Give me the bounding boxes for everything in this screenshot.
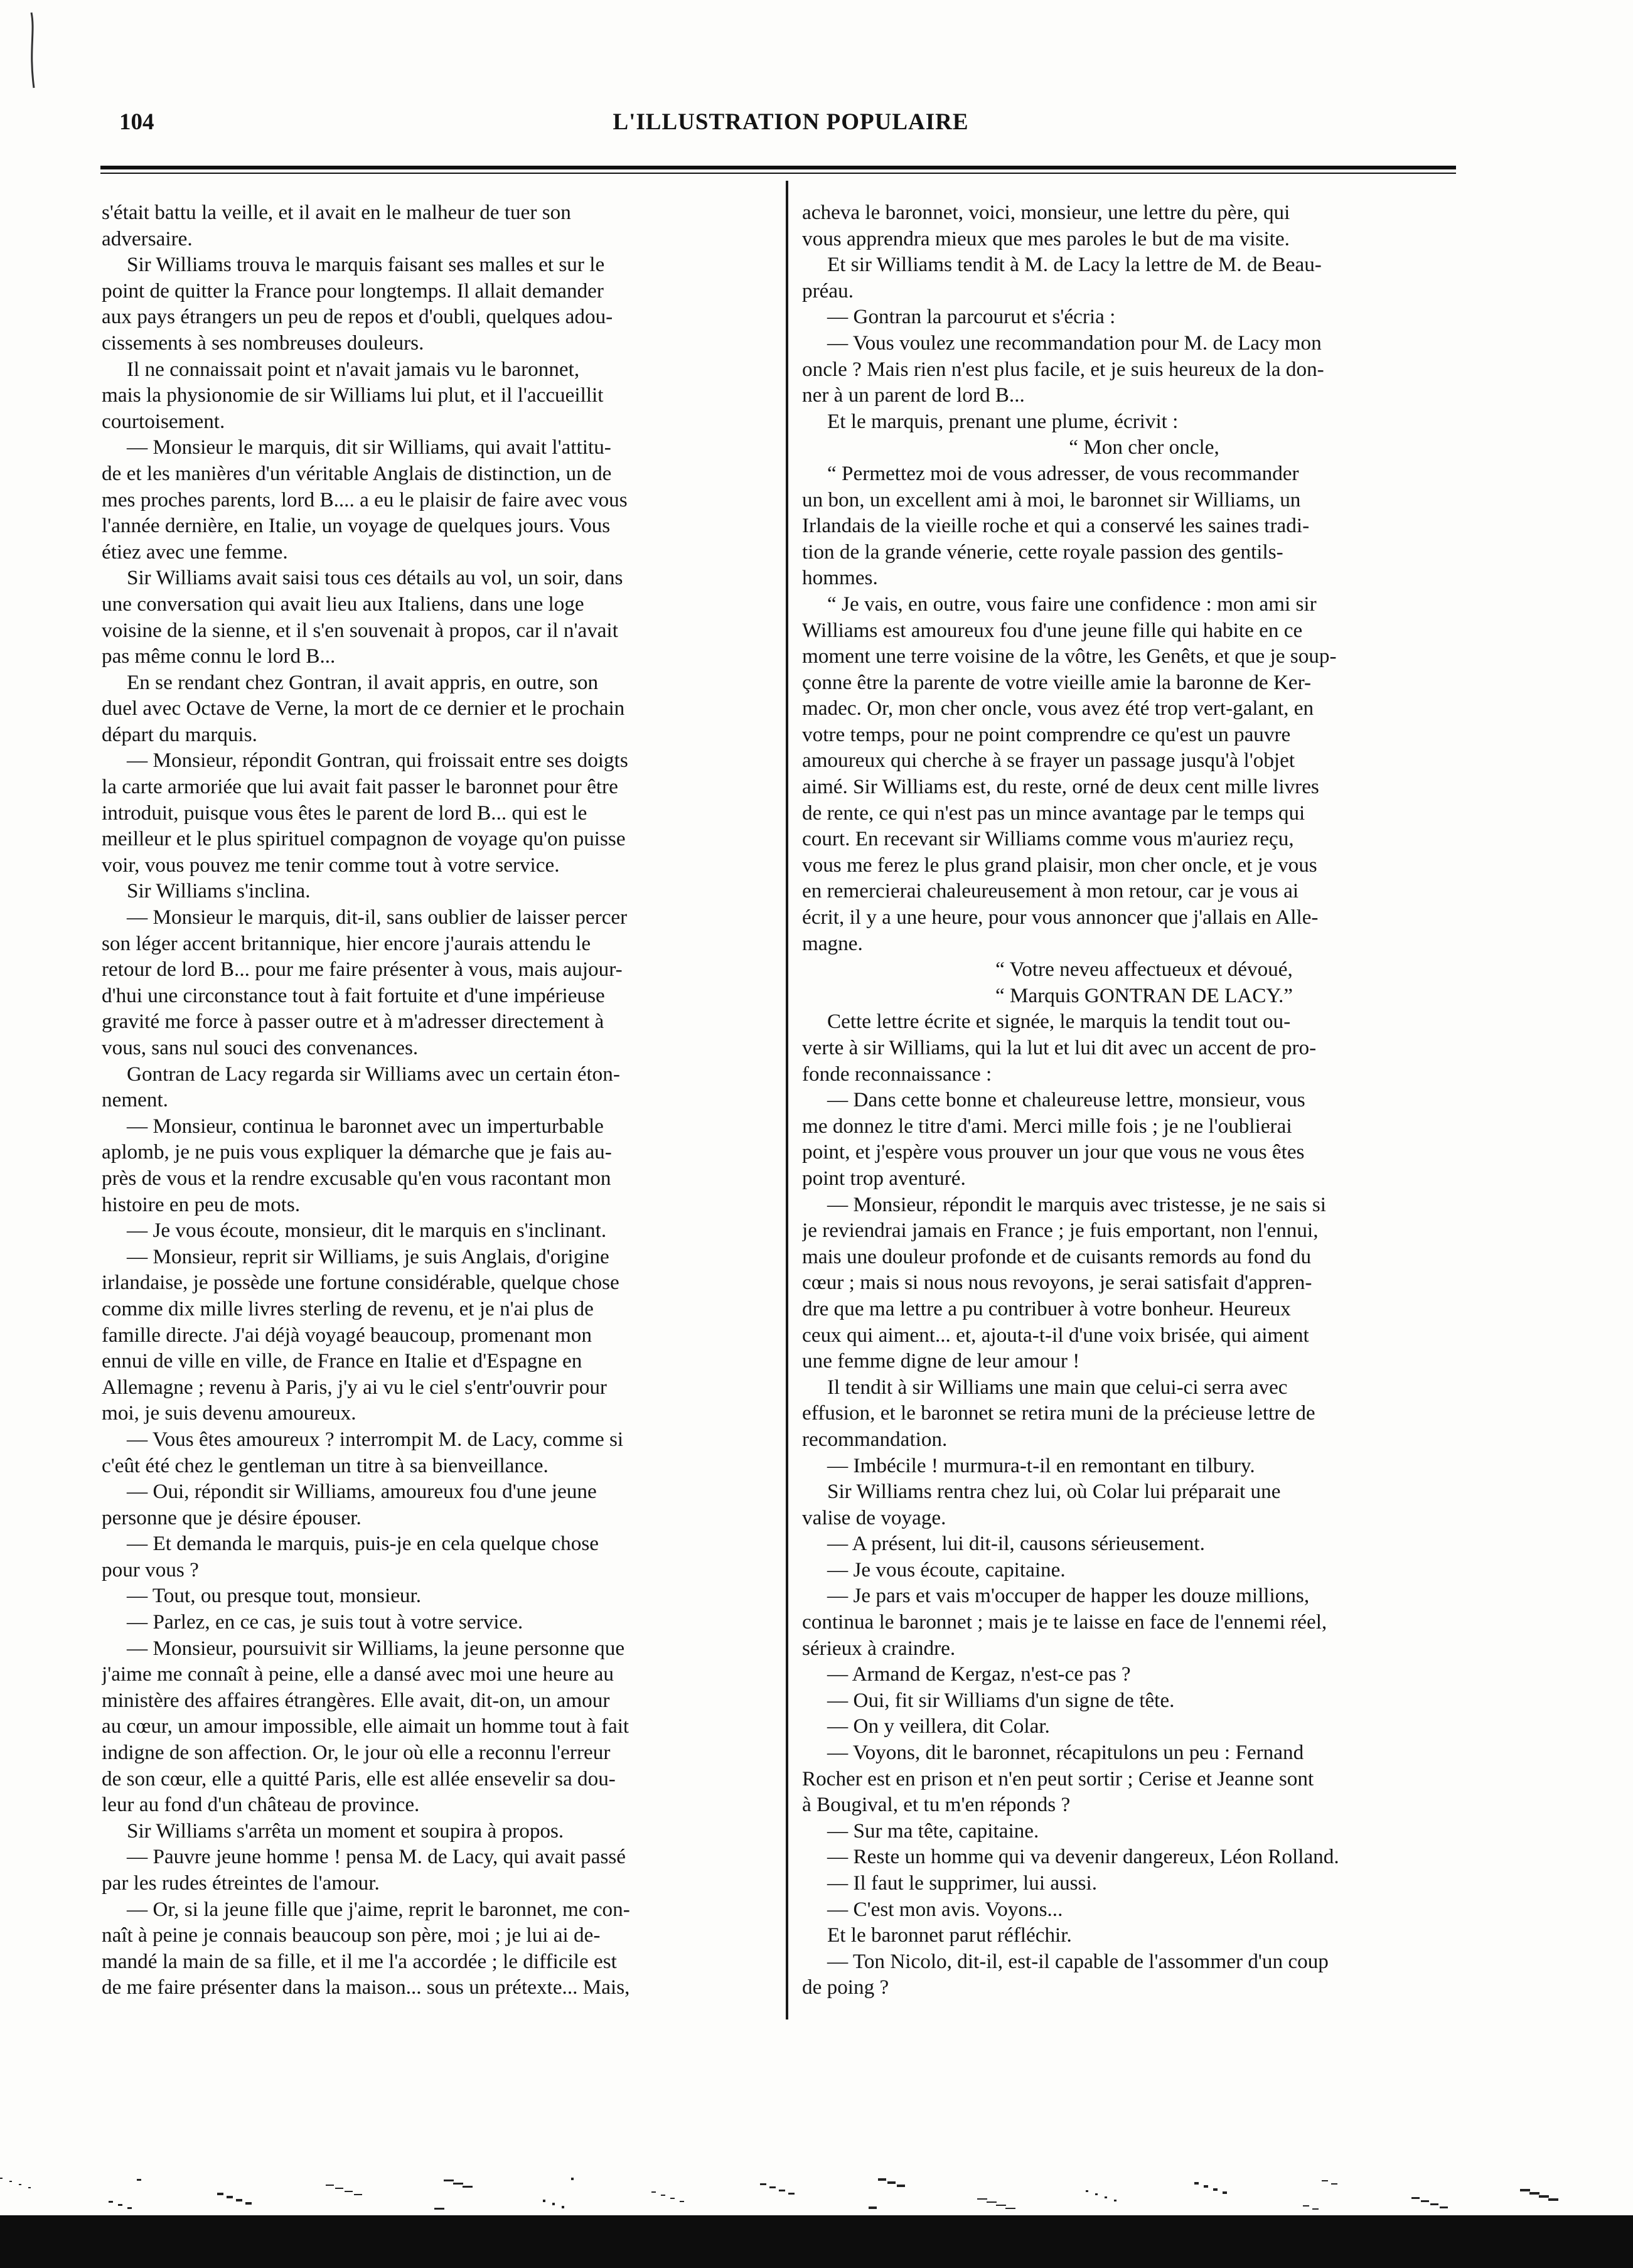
scan-speck (127, 2207, 132, 2209)
text-line: de rente, ce qui n'est pas un mince avantage par le temps qui (802, 801, 1305, 825)
text-line: — Monsieur le marquis, dit sir Williams, qui avait l'attitu- (127, 436, 611, 459)
text-line: préau. (802, 279, 854, 302)
text-line: — Monsieur, reprit sir Williams, je suis Anglais, d'origine (127, 1244, 609, 1268)
scan-speck (9, 2181, 12, 2182)
text-line: près de vous et la rendre excusable qu'en vous racontant mon (102, 1166, 611, 1190)
text-line: valise de voyage. (802, 1506, 946, 1529)
text-line: Et le baronnet parut réfléchir. (827, 1923, 1072, 1947)
text-line: — C'est mon avis. Voyons... (827, 1897, 1063, 1921)
text-line: — Dans cette bonne et chaleureuse lettre, monsieur, vous (827, 1088, 1305, 1112)
text-line: — Voyons, dit le baronnet, récapitulons un peu : Fernand (827, 1741, 1304, 1765)
text-line: Et le marquis, prenant une plume, écrivit : (827, 409, 1179, 433)
scan-speck (1529, 2192, 1539, 2195)
text-line: moi, je suis devenu amoureux. (102, 1401, 356, 1425)
scan-speck (562, 2206, 564, 2208)
text-line: — A présent, lui dit-il, causons sérieusement. (827, 1532, 1205, 1556)
scan-speck (245, 2202, 252, 2205)
text-line: Sir Williams rentra chez lui, où Colar lui préparait une (827, 1480, 1281, 1504)
text-line: une femme digne de leur amour ! (802, 1349, 1080, 1373)
text-line: moment une terre voisine de la vôtre, les Genêts, et que je soup- (802, 645, 1337, 668)
text-line: comme dix mille livres sterling de revenu, et je n'ai plus de (102, 1297, 594, 1320)
page-number: 104 (119, 109, 154, 135)
text-line: aplomb, je ne puis vous expliquer la démarche que je fais au- (102, 1140, 612, 1164)
text-line: un bon, un excellent ami à moi, le baronnet sir Williams, un (802, 488, 1301, 511)
text-line: mais une douleur profonde et de cuisants remords au fond du (802, 1244, 1312, 1268)
scan-speck (1430, 2203, 1438, 2205)
scan-speck (571, 2178, 574, 2180)
text-line: Sir Williams avait saisi tous ces détails au vol, un soir, dans (127, 566, 623, 590)
text-line: Il ne connaissait point et n'avait jamais vu le baronnet, (127, 357, 580, 381)
text-line: j'aime me connaît à peine, elle a dansé avec moi une heure au (102, 1662, 614, 1686)
text-line: recommandation. (802, 1427, 948, 1451)
text-line: tion de la grande vénerie, cette royale passion des gentils- (802, 540, 1283, 564)
text-line: acheva le baronnet, voici, monsieur, une lettre du père, qui (802, 201, 1290, 224)
text-line: ceux qui aiment... et, ajouta-t-il d'une voix brisée, qui aiment (802, 1323, 1309, 1347)
text-line: — Armand de Kergaz, n'est-ce pas ? (827, 1662, 1131, 1686)
left-column (102, 200, 773, 2001)
text-line: son léger accent britannique, hier encore j'aurais attendu le (102, 931, 591, 955)
scan-speck (887, 2181, 896, 2184)
text-line: point trop aventuré. (802, 1166, 966, 1190)
bottom-scan-specks (0, 2178, 1633, 2215)
text-line: l'année dernière, en Italie, un voyage de quelques jours. Vous (102, 514, 611, 538)
text-line: départ du marquis. (102, 722, 257, 746)
text-line: votre temps, pour ne point comprendre ce qu'est un pauvre (802, 722, 1291, 746)
scan-speck (326, 2185, 334, 2186)
text-line: voisine de la sienne, et il s'en souvenait à propos, car il n'avait (102, 618, 618, 642)
text-line: Sir Williams s'inclina. (127, 879, 311, 903)
scan-speck (118, 2204, 122, 2206)
text-line: point de quitter la France pour longtemps. Il allait demander (102, 279, 604, 302)
scan-speck (1223, 2191, 1227, 2194)
text-line: c'eût été chez le gentleman un titre à sa bienveillance. (102, 1453, 549, 1477)
text-line: fonde reconnaissance : (802, 1062, 992, 1086)
scan-speck (987, 2201, 997, 2203)
text-line: “ Votre neveu affectueux et dévoué, (995, 958, 1293, 982)
scan-speck (552, 2203, 555, 2205)
text-line: de et les manières d'un véritable Anglais de distinction, un de (102, 461, 612, 485)
scan-speck (1105, 2196, 1107, 2198)
text-line: vous, sans nul souci des convenances. (102, 1036, 419, 1059)
scan-speck (543, 2200, 545, 2202)
text-line: — Je vous écoute, monsieur, dit le marquis en s'inclinant. (127, 1219, 607, 1243)
text-line: Sir Williams trouva le marquis faisant ses malles et sur le (127, 253, 605, 277)
text-line: Il tendit à sir Williams une main que celui-ci serra avec (827, 1375, 1288, 1399)
text-line: En se rendant chez Gontran, il avait appris, en outre, son (127, 670, 599, 694)
text-line: en remercierai chaleureusement à mon retour, car je vous ai (802, 879, 1299, 903)
text-line: “ Mon cher oncle, (1069, 436, 1219, 459)
scan-speck (19, 2184, 21, 2185)
text-line: ner à un parent de lord B... (802, 383, 1025, 407)
text-line: dre que ma lettre a pu contribuer à votre bonheur. Heureux (802, 1297, 1291, 1320)
scan-speck (760, 2183, 766, 2185)
text-line: — Reste un homme qui va devenir dangereux, Léon Rolland. (827, 1845, 1339, 1869)
text-line: “ Marquis GONTRAN DE LACY.” (995, 983, 1293, 1007)
scan-speck (670, 2198, 675, 2199)
text-line: — Monsieur le marquis, dit-il, sans oublier de laisser percer (127, 906, 628, 929)
text-line: Sir Williams s'arrêta un moment et soupira à propos. (127, 1819, 564, 1843)
scan-speck (236, 2199, 242, 2201)
scan-speck (1095, 2193, 1098, 2195)
column-divider (786, 181, 788, 2019)
text-line: Allemagne ; revenu à Paris, j'y ai vu le ciel s'entr'ouvrir pour (102, 1375, 607, 1399)
header-rule-thin (100, 173, 1456, 174)
scan-speck (1440, 2206, 1448, 2208)
scan-speck (1005, 2208, 1015, 2209)
scan-speck (1086, 2190, 1088, 2192)
text-line: verte à sir Williams, qui la lut et lui dit avec un accent de pro- (802, 1036, 1317, 1059)
text-line: de poing ? (802, 1976, 889, 1999)
text-line: leur au fond d'un château de province. (102, 1793, 420, 1817)
text-line: Et sir Williams tendit à M. de Lacy la lettre de M. de Beau- (827, 253, 1322, 277)
text-line: oncle ? Mais rien n'est plus facile, et je suis heureux de la don- (802, 357, 1324, 381)
text-line: — Parlez, en ce cas, je suis tout à votre service. (127, 1610, 523, 1634)
text-line: — Je pars et vais m'occuper de happer les douze millions, (827, 1584, 1310, 1608)
text-line: au cœur, un amour impossible, elle aimait un homme tout à fait (102, 1714, 629, 1738)
text-line: duel avec Octave de Verne, la mort de ce dernier et le prochain (102, 697, 625, 720)
text-line: — Oui, répondit sir Williams, amoureux fou d'une jeune (127, 1480, 597, 1504)
text-line: “ Je vais, en outre, vous faire une confidence : mon ami sir (827, 592, 1317, 616)
scan-speck (28, 2187, 31, 2188)
text-line: pas même connu le lord B... (102, 645, 336, 668)
text-line: Cette lettre écrite et signée, le marquis la tendit tout ou- (827, 1010, 1291, 1034)
text-line: — Ton Nicolo, dit-il, est-il capable de l'assommer d'un coup (827, 1949, 1329, 1973)
text-line: — Et demanda le marquis, puis-je en cela quelque chose (127, 1532, 599, 1556)
text-line: pour vous ? (102, 1558, 199, 1581)
text-line: “ Permettez moi de vous adresser, de vous recommander (827, 461, 1299, 485)
text-line: — On y veillera, dit Colar. (827, 1714, 1050, 1738)
text-line: point, et j'espère vous prouver un jour que vous ne vous êtes (802, 1140, 1305, 1164)
scan-speck (1303, 2205, 1309, 2206)
text-line: Williams est amoureux fou d'une jeune fille qui habite en ce (802, 618, 1303, 642)
scan-speck (680, 2201, 684, 2202)
scan-speck (996, 2205, 1006, 2206)
text-line: par les rudes étreintes de l'amour. (102, 1871, 380, 1895)
scan-speck (453, 2183, 463, 2185)
scan-speck (434, 2208, 444, 2210)
text-line: Rocher est en prison et n'en peut sortir ; Cerise et Jeanne sont (802, 1767, 1314, 1790)
text-line: Irlandais de la vieille roche et qui a conservé les saines tradi- (802, 514, 1310, 538)
scan-speck (217, 2193, 223, 2195)
text-line: à Bougival, et tu m'en réponds ? (802, 1793, 1071, 1817)
text-line: nement. (102, 1088, 168, 1112)
text-line: naît à peine je connais beaucoup son père, moi ; je lui ai de- (102, 1923, 601, 1947)
scan-speck (869, 2206, 877, 2209)
text-line: je reviendrai jamais en France ; je fuis emportant, non l'ennui, (802, 1219, 1319, 1243)
text-line: me donnez le titre d'ami. Merci mille fois ; je ne l'oublierai (802, 1114, 1292, 1138)
text-line: çonne être la parente de votre vieille amie la baronne de Ker- (802, 670, 1312, 694)
text-line: vous apprendra mieux que mes paroles le but de ma visite. (802, 227, 1290, 250)
text-line: hommes. (802, 566, 878, 590)
text-line: — Tout, ou presque tout, monsieur. (127, 1584, 422, 1608)
text-line: introduit, puisque vous êtes le parent de lord B... qui est le (102, 801, 587, 825)
scan-speck (1539, 2195, 1549, 2198)
text-line: — Imbécile ! murmura-t-il en remontant en tilbury. (827, 1453, 1255, 1477)
text-line: — Monsieur, répondit Gontran, qui froissait entre ses doigts (127, 749, 628, 773)
text-line: — Je vous écoute, capitaine. (827, 1558, 1066, 1581)
scan-speck (345, 2191, 353, 2192)
text-line: mes proches parents, lord B.... a eu le plaisir de faire avec vous (102, 488, 628, 511)
scan-border-bottom (0, 2215, 1633, 2268)
scan-speck (444, 2180, 454, 2181)
scan-speck (878, 2178, 886, 2181)
text-line: — Monsieur, continua le baronnet avec un imperturbable (127, 1114, 604, 1138)
text-line: adversaire. (102, 227, 193, 250)
scan-speck (1114, 2200, 1116, 2201)
right-column (802, 200, 1461, 2001)
scan-speck (1213, 2188, 1218, 2191)
text-line: courtoisement. (102, 409, 225, 433)
text-line: voir, vous pouvez me tenir comme tout à votre service. (102, 853, 560, 877)
text-line: — Monsieur, poursuivit sir Williams, la jeune personne que (127, 1636, 625, 1660)
text-line: aux pays étrangers un peu de repos et d'oubli, quelques adou- (102, 305, 613, 329)
scan-speck (463, 2186, 473, 2188)
text-line: — Sur ma tête, capitaine. (827, 1819, 1039, 1843)
text-line: effusion, et le baronnet se retira muni de la précieuse lettre de (802, 1401, 1315, 1425)
scan-speck (1411, 2197, 1420, 2199)
text-line: indigne de son affection. Or, le jour où elle a reconnu l'erreur (102, 1741, 611, 1765)
scan-speck (788, 2193, 795, 2195)
scan-speck (1520, 2189, 1530, 2191)
text-line: cœur ; mais si nous nous revoyons, je serai satisfait d'appren- (802, 1271, 1312, 1295)
text-line: continua le baronnet ; mais je te laisse en face de l'ennemi réel, (802, 1610, 1327, 1634)
scan-speck (1194, 2182, 1199, 2185)
scan-speck (1331, 2183, 1337, 2185)
scan-speck (137, 2179, 141, 2181)
scan-speck (1322, 2180, 1328, 2181)
journal-title: L'ILLUSTRATION POPULAIRE (613, 109, 969, 135)
scan-speck (779, 2190, 785, 2191)
text-line: — Vous voulez une recommandation pour M. de Lacy mon (827, 331, 1322, 355)
header-rule (100, 166, 1456, 169)
text-line: étiez avec une femme. (102, 540, 288, 564)
text-line: la carte armoriée que lui avait fait passer le baronnet pour être (102, 775, 618, 799)
scan-speck (1204, 2185, 1208, 2188)
text-line: de me faire présenter dans la maison... sous un prétexte... Mais, (102, 1976, 630, 1999)
scan-speck (354, 2194, 362, 2195)
text-line: ennui de ville en ville, de France en Italie et d'Espagne en (102, 1349, 582, 1373)
text-line: de son cœur, elle a quitté Paris, elle est allée ensevelir sa dou- (102, 1767, 616, 1790)
text-line: retour de lord B... pour me faire présenter à vous, mais aujour- (102, 958, 623, 982)
text-line: cissements à ses nombreuses douleurs. (102, 331, 424, 355)
text-line: famille directe. J'ai déjà voyagé beaucoup, promenant mon (102, 1323, 592, 1347)
text-line: s'était battu la veille, et il avait en le malheur de tuer son (102, 201, 571, 224)
margin-ink-mark (19, 0, 44, 94)
text-line: meilleur et le plus spirituel compagnon de voyage qu'on puisse (102, 827, 626, 851)
text-line: irlandaise, je possède une fortune considérable, quelque chose (102, 1271, 619, 1295)
text-line: ministère des affaires étrangères. Elle avait, dit-on, un amour (102, 1688, 610, 1712)
text-line: mais la physionomie de sir Williams lui plut, et il l'accueillit (102, 383, 604, 407)
text-line: Gontran de Lacy regarda sir Williams avec un certain éton- (127, 1062, 620, 1086)
scan-speck (977, 2198, 987, 2200)
text-line: mandé la main de sa fille, et il me l'a accordée ; le difficile est (102, 1949, 617, 1973)
text-line: — Oui, fit sir Williams d'un signe de tête. (827, 1688, 1175, 1712)
text-line: sérieux à craindre. (802, 1636, 956, 1660)
scan-speck (769, 2186, 776, 2188)
text-line: aimé. Sir Williams est, du reste, orné de deux cent mille livres (802, 775, 1319, 799)
text-line: — Or, si la jeune fille que j'aime, reprit le baronnet, me con- (127, 1897, 630, 1921)
scan-speck (109, 2201, 113, 2203)
scan-speck (1312, 2208, 1319, 2210)
text-line: court. En recevant sir Williams comme vous m'auriez reçu, (802, 827, 1294, 851)
text-line: une conversation qui avait lieu aux Italiens, dans une loge (102, 592, 584, 616)
scan-speck (897, 2185, 905, 2187)
page-header (119, 104, 1462, 141)
scan-speck (1548, 2198, 1558, 2201)
text-line: magne. (802, 931, 863, 955)
text-line: histoire en peu de mots. (102, 1192, 301, 1216)
text-line: madec. Or, mon cher oncle, vous avez été trop vert-galant, en (802, 697, 1314, 720)
text-line: — Il faut le supprimer, lui aussi. (827, 1871, 1098, 1895)
scan-speck (335, 2188, 343, 2189)
text-line: écrit, il y a une heure, pour vous annoncer que j'allais en Alle- (802, 906, 1319, 929)
scan-speck (227, 2196, 233, 2198)
text-line: vous me ferez le plus grand plaisir, mon cher oncle, et je vous (802, 853, 1317, 877)
scan-speck (1421, 2200, 1429, 2202)
text-line: gravité me force à passer outre et à m'adresser directement à (102, 1010, 604, 1034)
text-line: personne que je désire épouser. (102, 1506, 361, 1529)
scan-speck (651, 2191, 656, 2193)
text-line: — Gontran la parcourut et s'écria : (827, 305, 1116, 329)
text-line: d'hui une circonstance tout à fait fortuite et d'une impérieuse (102, 983, 605, 1007)
scan-speck (661, 2195, 665, 2196)
text-line: — Pauvre jeune homme ! pensa M. de Lacy, qui avait passé (127, 1845, 626, 1869)
scan-speck (0, 2178, 3, 2179)
text-line: — Monsieur, répondit le marquis avec tristesse, je ne sais si (827, 1192, 1326, 1216)
text-line: — Vous êtes amoureux ? interrompit M. de Lacy, comme si (127, 1427, 624, 1451)
text-line: amoureux qui cherche à se frayer un passage jusqu'à l'objet (802, 749, 1295, 773)
